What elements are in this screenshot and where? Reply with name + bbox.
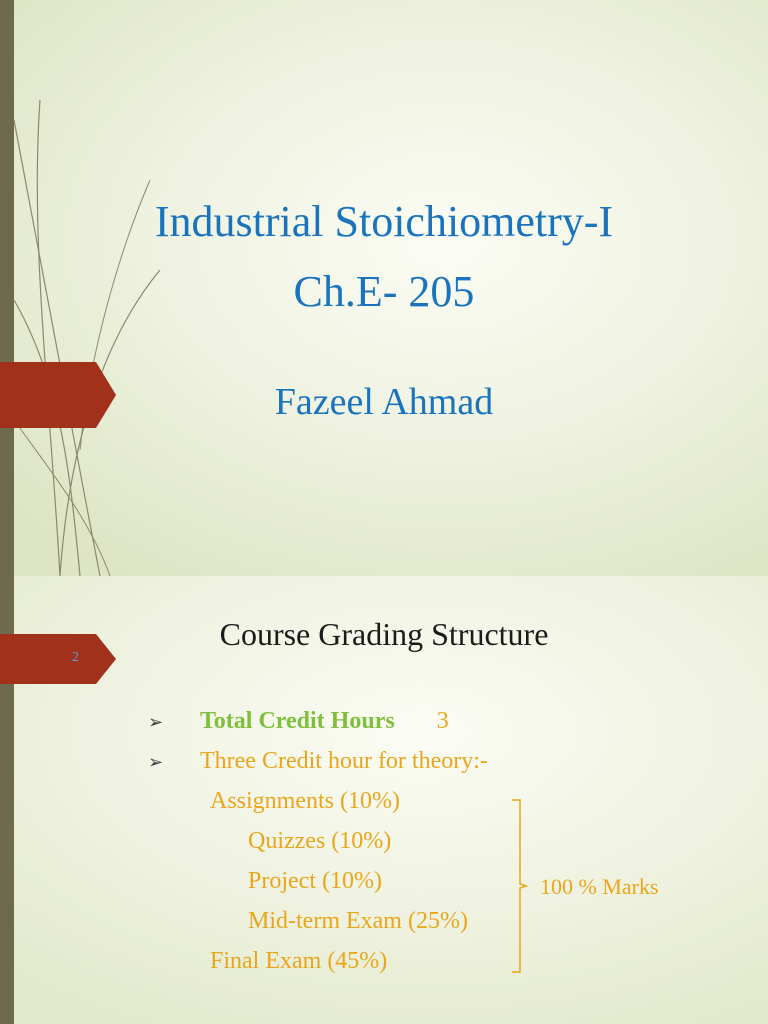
arrow-bullet-icon: ➢ [148,712,164,732]
credit-hours-label: Total Credit Hours [200,708,395,734]
author-name: Fazeel Ahmad [274,381,494,423]
grade-item: Final Exam (45%) [210,948,388,974]
credit-hours-row [200,708,449,735]
theory-line: Three Credit hour for theory:- [200,748,488,774]
grade-item: Project (10%) [248,868,382,894]
total-marks-label: 100 % Marks [540,874,659,899]
grade-item: Assignments (10%) [210,788,400,814]
grading-slide [0,576,768,1024]
slide-number: 2 [72,650,79,665]
right-brace [510,798,540,974]
slide-heading: Course Grading Structure [219,616,549,652]
grade-item: Quizzes (10%) [248,828,392,854]
arrow-bullet-icon: ➢ [148,752,164,772]
grade-item: Mid-term Exam (25%) [248,908,468,934]
slide-title-line2: Ch.E- 205 [293,267,475,316]
credit-hours-value: 3 [436,708,449,734]
slide-title-line1: Industrial Stoichiometry-I [154,197,614,246]
